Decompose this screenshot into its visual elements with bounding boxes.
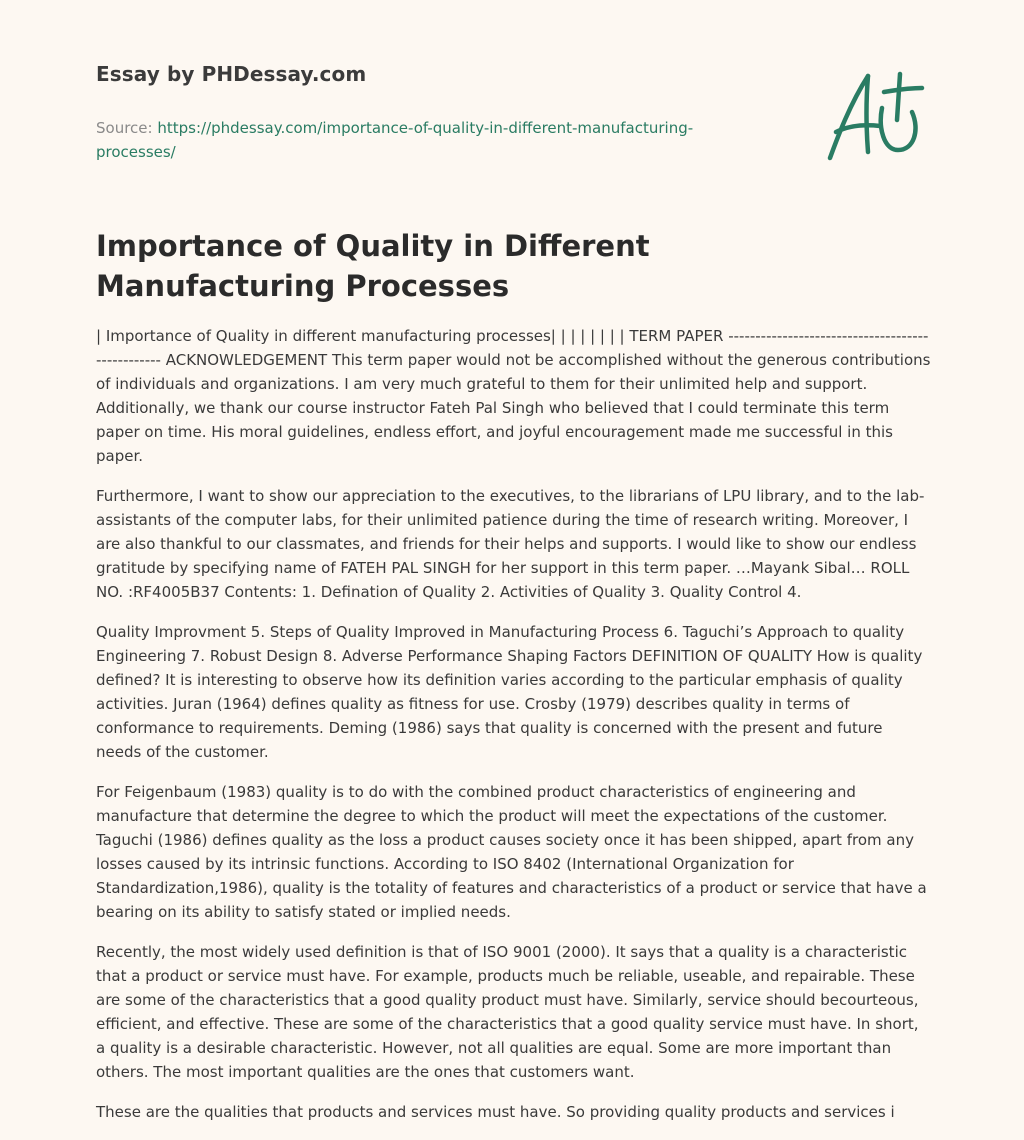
page-header (96, 62, 736, 164)
essay-paragraph: These are the qualities that products and services must have. So providing quality products and services i (96, 1103, 895, 1121)
source-line (96, 116, 736, 164)
site-title: Essay by PHDessay.com (96, 62, 367, 86)
essay-title: Importance of Quality in Different Manufacturing Processes (96, 229, 650, 303)
essay-paragraph: | Importance of Quality in different manufacturing processes| | | | | | | | TERM PAPER ------------------------------------------------- ACKNOWLEDGEMENT This term paper would not be accomplished without the generous contributions of individuals and organizations. I am very much grateful to them for their unlimited help and support. Additionally, we thank our course instructor Fateh Pal Singh who believed that I could terminate this term paper on time. His moral guidelines, endless effort, and joyful encouragement made me successful in this paper. (96, 327, 931, 465)
essay-paragraph: For Feigenbaum (1983) quality is to do with the combined product characteristics of engineering and manufacture that determine the degree to which the product will meet the expectations of the customer. Taguchi (1986) defines quality as the loss a product causes society once it has been shipped, apart from any losses caused by its intrinsic functions. According to ISO 8402 (International Organization for Standardization,1986), quality is the totality of features and characteristics of a product or service that have a bearing on its ability to satisfy stated or implied needs. (96, 783, 927, 921)
source-link[interactable]: https://phdessay.com/importance-of-quality-in-different-manufacturing-processes/ (96, 119, 694, 161)
essay-paragraph: Furthermore, I want to show our appreciation to the executives, to the librarians of LPU library, and to the lab-assistants of the computer labs, for their unlimited patience during the time of research writing. Moreover, I are also thankful to our classmates, and friends for their helps and supports. I would like to show our endless gratitude by specifying name of FATEH PAL SINGH for her support in this term paper. …Mayank Sibal… ROLL NO. :RF4005B37 Contents: 1. Defination of Quality 2. Activities of Quality 3. Quality Control 4. (96, 487, 925, 601)
source-label: Source: (96, 119, 153, 137)
a-plus-logo-icon (822, 66, 926, 166)
essay-paragraph: Recently, the most widely used definition is that of ISO 9001 (2000). It says that a quality is a characteristic that a product or service must have. For example, products much be reliable, useable, and repairable. These are some of the characteristics that a good quality product must have. Similarly, service should becourteous, efficient, and effective. These are some of the characteristics that a good quality service must have. In short, a quality is a desirable characteristic. However, not all qualities are equal. Some are more important than others. The most important qualities are the ones that customers want. (96, 943, 919, 1081)
essay-body (96, 324, 932, 1140)
essay-paragraph: Quality Improvment 5. Steps of Quality Improved in Manufacturing Process 6. Taguchi’s Approach to quality Engineering 7. Robust Design 8. Adverse Performance Shaping Factors DEFINITION OF QUALITY How is quality defined? It is interesting to observe how its definition varies according to the particular emphasis of quality activities. Juran (1964) defines quality as fitness for use. Crosby (1979) describes quality in terms of conformance to requirements. Deming (1986) says that quality is concerned with the present and future needs of the customer. (96, 623, 923, 761)
a-plus-logo (822, 66, 926, 166)
